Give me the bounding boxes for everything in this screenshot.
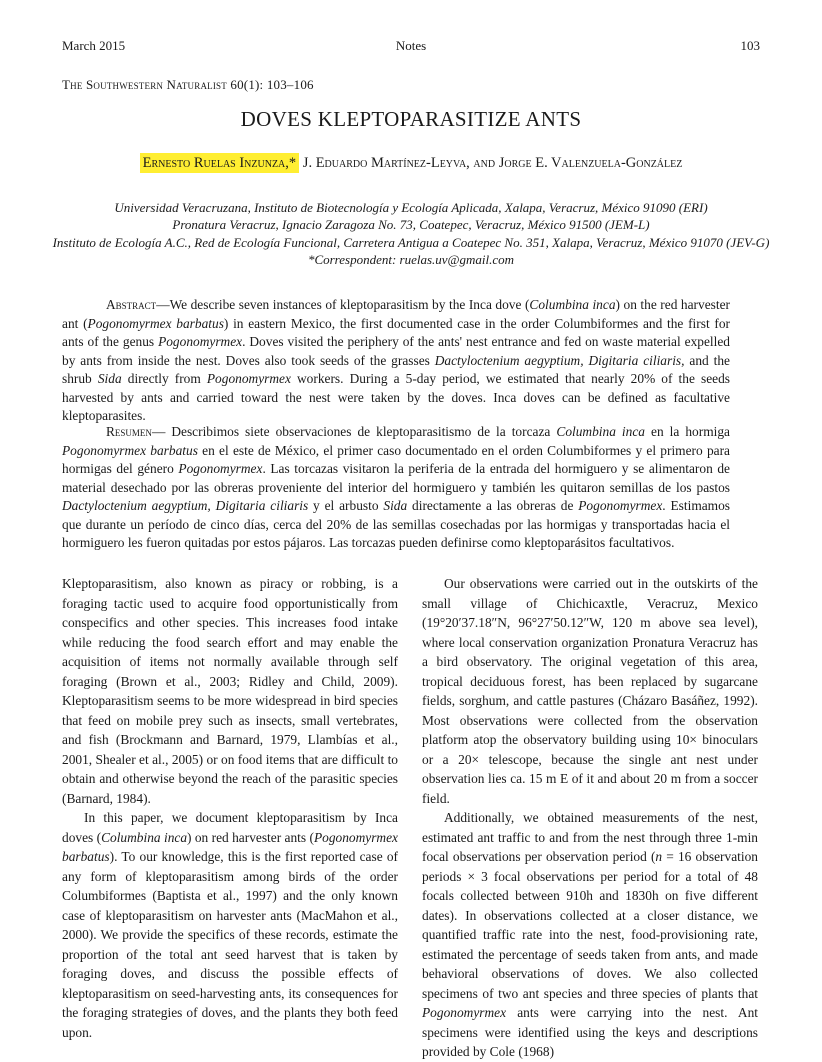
header-section: Notes xyxy=(395,38,427,53)
affiliation-2: Pronatura Veracruz, Ignacio Zaragoza No. 73, Coatepec, Veracruz, México 91500 (JEM-L) xyxy=(172,217,650,233)
correspondent-email: *Correspondent: ruelas.uv@gmail.com xyxy=(307,252,515,268)
body-text: ) on red harvester ants ( xyxy=(187,829,314,845)
abstract-text: and the shrub xyxy=(62,352,730,386)
species-name: Pogonomyrmex xyxy=(206,371,291,386)
species-name: Pogonomyrmex barbatus xyxy=(87,315,224,331)
species-name: Columbina inca xyxy=(529,297,616,312)
header-date: March 2015 xyxy=(62,38,126,53)
species-name: Dactyloctenium aegyptium, Digitaria ciliaris, xyxy=(434,352,685,368)
body-paragraph: Our observations were carried out in the outskirts of the small village of Chichicaxtle, Veracruz, Mexico (19°20′37.18″N, 96°27′50.12″W, 120 m above sea level), where local conservation organization Pronatura Veracruz has a bird observatory. The original vegetation of this area, tropical deciduous forest, has been replaced by sugarcane fields, sorghum, and cattle pastures (Cházaro Basáñez, 1992). Most observations were collected from the observation platform atop the observatory building using 10× binoculars or a 20× telescope, because the single ant nest under observation lies ca. 15 m E of it and about 20 m from a soccer field. xyxy=(422,576,758,806)
resumen-text: . Las torcazas visitaron la periferia de la entrada del hormiguero y se alimentaron de material desechado por las obreras proveniente del interior del hormiguero y también les quitaron semillas de los pastos xyxy=(62,461,730,495)
species-name: Sida xyxy=(97,371,122,386)
species-name: Columbina inca xyxy=(556,424,645,439)
resumen-text: en el este de México, el primer caso documentado en el orden Columbiformes y el primero para hormigas del género xyxy=(62,442,730,476)
body-text: ). To our knowledge, this is the first reported case of any form of kleptoparasitism among birds of the order Columbiformes (Baptista et al., 1997) and the only known case of kleptoparasitism on harvester ants (MacMahon et al., 2000). We provide the specifics of these records, estimate the proportion of the total ant seed harvest that is taken by foraging doves, and discuss the possible effects of kleptoparasitism on seed-harvesting ants, its consequences for the foraging strategies of doves, and the plants they both feed upon. xyxy=(62,849,398,1040)
species-name: Dactyloctenium aegyptium, Digitaria ciliaris xyxy=(62,498,309,513)
resumen-text: en la hormiga xyxy=(645,424,730,439)
species-name: Pogonomyrmex xyxy=(422,1005,507,1020)
body-paragraph xyxy=(422,808,758,1062)
body-paragraph xyxy=(62,808,398,1042)
abstract-text: . Doves visited the periphery of the ants' nest entrance and fed on waste material expelled by ants from inside the nest. Doves also took seeds of the grasses xyxy=(62,334,730,368)
abstract-text: workers. During a 5-day period, we estimated that nearly 20% of the seeds harvested by ants and carried toward the nest were taken by the doves. Inca doves can be defined as facultative kleptoparasites. xyxy=(62,371,731,423)
body-column-right xyxy=(422,574,758,1062)
abstract-text: ) in eastern Mexico, the first documented case in the order Columbiformes and the first for ants of the genus xyxy=(62,315,730,349)
body-text: In this paper, we document kleptoparasitism by Inca doves ( xyxy=(62,810,398,845)
resumen-text: — Describimos siete observaciones de kleptoparasitismo de la torcaza xyxy=(151,424,557,439)
resumen xyxy=(62,423,730,553)
species-name: Columbina inca xyxy=(101,829,188,845)
species-name: Pogonomyrmex barbatus xyxy=(62,442,198,458)
body-text: Additionally, we obtained measurements of the nest, estimated ant traffic to and from the nest through three 1-min focal observations per observation period ( xyxy=(422,810,758,864)
affiliation-3: Instituto de Ecología A.C., Red de Ecología Funcional, Carretera Antigua a Coatepec No. 351, Xalapa, Veracruz, México 91070 (JEV-G) xyxy=(52,234,770,250)
header-page-number: 103 xyxy=(740,38,760,53)
highlighted-author[interactable]: Ernesto Ruelas Inzunza,* xyxy=(140,153,300,173)
article-title: DOVES KLEPTOPARASITIZE ANTS xyxy=(240,107,582,131)
species-name: Pogonomyrmex xyxy=(178,461,263,476)
abstract-text: ) on the red harvester ant ( xyxy=(62,297,730,331)
journal-reference: The Southwestern Naturalist 60(1): 103–106 xyxy=(62,77,314,92)
species-name: Pogonomyrmex xyxy=(578,498,663,513)
affiliation-1: Universidad Veracruzana, Instituto de Biotecnología y Ecología Aplicada, Xalapa, Veracruz, México 91090 (ERI) xyxy=(114,200,708,215)
species-name: Sida xyxy=(383,498,408,513)
resumen-text: y el arbusto xyxy=(308,498,384,513)
resumen-label: Resumen xyxy=(106,424,152,439)
author-list xyxy=(0,155,822,172)
body-column-left xyxy=(62,574,398,1042)
body-text: = 16 observation periods × 3 focal observations per period for a total of 48 focals collected between 910h and 1830h on five different dates). In observations collected at a closer distance, we quantified traffic rate into the nest, food-provisioning rate, estimated the percentage of seeds taken from ants, and made behavioral observations of doves. We also collected specimens of two ant species and three species of plants that xyxy=(422,849,758,1001)
body-text: ants were carrying into the nest. Ant specimens were identified using the keys and descriptions provided by Cole (1968) xyxy=(422,1005,758,1059)
species-name: Pogonomyrmex xyxy=(158,334,243,349)
species-name: Pogonomyrmex barbatus xyxy=(62,829,398,864)
math-symbol: n xyxy=(655,849,663,864)
affiliations xyxy=(40,199,782,269)
abstract-text: —We describe seven instances of kleptoparasitism by the Inca dove ( xyxy=(156,297,530,312)
abstract xyxy=(62,296,730,426)
abstract-text: directly from xyxy=(121,371,207,386)
abstract-label: Abstract xyxy=(106,297,157,312)
other-authors: J. Eduardo Martínez-Leyva, and Jorge E. Valenzuela-González xyxy=(299,155,683,171)
resumen-text: directamente a las obreras de xyxy=(407,498,579,513)
body-paragraph: Kleptoparasitism, also known as piracy or robbing, is a foraging tactic used to acquire food opportunistically from conspecifics and other species. This increases food intake while reducing the food search effort and may enable the acquisition of items not normally available through self foraging (Brown et al., 2003; Ridley and Child, 2009). Kleptoparasitism seems to be more widespread in bird species that feed on mobile prey such as insects, small vertebrates, and fish (Brockmann and Barnard, 1979, Llambías et al., 2001, Shealer et al., 2005) or on food items that are difficult to obtain and otherwise beyond the reach of the parasitic species (Barnard, 1984). xyxy=(62,576,398,806)
resumen-text: . Estimamos que durante un período de cinco días, cerca del 20% de las semillas cosechadas por las hormigas y transportadas hacia el hormiguero les fueron quitadas por estos pájaros. Las torcazas pueden definirse como kleptoparásitos facultativos. xyxy=(62,498,730,550)
